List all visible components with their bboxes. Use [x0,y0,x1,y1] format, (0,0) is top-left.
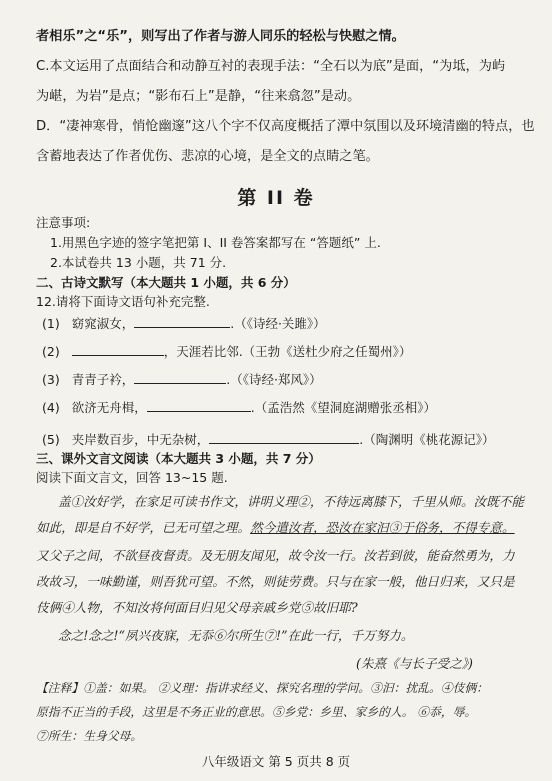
fill-before: 欲济无舟楫， [71,400,147,415]
part2-heading: 二、古诗文默写（本大题共 1 小题，共 6 分） [36,275,296,290]
option-d-line-2: 含蓄地表达了作者优伤、悲凉的心境，是全文的点睛之笔。 [36,149,379,164]
answer-blank-1[interactable] [134,315,230,328]
fill-num: (1) [42,316,60,331]
fill-item-2 [42,343,411,361]
fill-before: 夹岸数百步，中无杂树， [71,432,210,447]
option-c-line-1: C.本文运用了点面结合和动静互衬的表现手法：“全石以为底”是面，“为坻，为屿 [36,59,506,74]
fill-after: .（《诗经·郑风》） [226,372,322,387]
fill-num: (3) [42,372,60,387]
note-1: 1.用黑色字迹的签字笔把第 I、II 卷答案都写在 “答题纸” 上. [50,235,381,250]
part3-instructions: 阅读下面文言文，回答 13~15 题. [36,470,228,485]
answer-blank-5[interactable] [209,431,359,444]
page-footer: 八年级语文 第 5 页共 8 页 [201,754,351,769]
passage-line-6: 念之!念之!“夙兴夜寐，无忝⑥尔所生⑦!”在此一行，千万努力。 [58,628,414,643]
fill-before: 青青子衿， [71,372,135,387]
passage-source: (朱熹《与长子受之》) [356,656,473,671]
fill-item-5 [42,431,494,449]
question-12: 12.请将下面诗文语句补充完整. [36,294,210,309]
part3-heading: 三、课外文言文阅读（本大题共 3 小题，共 7 分） [36,451,321,466]
fill-item-3 [42,371,322,389]
annotation-line-1: 【注释】①盖：如果。 ②义理：指讲求经义、探究名理的学问。③汩：扰乱。④伎俩： [36,681,489,695]
fill-after: .（孟浩然《望洞庭湖赠张丞相》） [250,400,436,415]
option-d-line-1: D．“凄神寒骨，悄怆幽邃”这八个字不仅高度概括了潭中氛围以及环境清幽的特点，也 [36,119,535,134]
fill-item-1 [42,315,326,333]
annotation-line-3: ⑦所生：生身父母。 [36,729,143,743]
passage-line-5: 伎俩④人物，不知汝将何面目归见父母亲戚乡党⑤故旧耶? [36,600,358,615]
underlined-sentence: 然今遣汝者，恐汝在家汩③于俗务，不得专意。 [250,520,515,535]
passage-line-1: 盖①汝好学，在家足可读书作文，讲明义理②，不待远离膝下，千里从师。汝既不能 [58,494,524,509]
note-2: 2.本试卷共 13 小题，共 71 分. [50,255,227,270]
passage-line-4: 改故习，一味勤谨，则吾犹可望。不然，则徒劳费。只与在家一般，他日归来，又只是 [36,574,515,589]
answer-blank-4[interactable] [147,399,251,412]
fill-before: 窈窕淑女， [71,316,135,331]
fill-num: (2) [42,344,60,359]
section-title: 第 II 卷 [237,187,315,209]
text-line-1: 者相乐”之“乐”，则写出了作者与游人同乐的轻松与快慰之情。 [36,29,405,44]
passage-line-2 [36,519,515,537]
fill-after: .（陶渊明《桃花源记》） [359,432,495,447]
option-c-line-2: 为嵁，为岩”是点；“影布石上”是静，“往来翕忽”是动。 [36,89,361,104]
fill-after: .（《诗经·关雎》） [230,316,326,331]
fill-item-4 [42,399,436,417]
answer-blank-2[interactable] [72,343,164,356]
notes-heading: 注意事项: [36,215,91,230]
fill-after: ，天涯若比邻.（王勃《送杜少府之任蜀州》） [163,344,412,359]
fill-num: (4) [42,400,60,415]
passage-line-3: 又父子之间，不欲昼夜督责。及无朋友闻见，故令汝一行。汝若到彼，能奋然勇为，力 [36,548,515,563]
annotation-line-2: 原指不正当的手段，这里是不务正业的意思。⑤乡党：乡里、家乡的人。 ⑥忝，辱。 [36,705,477,719]
passage-text: 如此，即是自不好学，已无可望之理。 [36,520,251,535]
answer-blank-3[interactable] [134,371,226,384]
fill-num: (5) [42,432,60,447]
